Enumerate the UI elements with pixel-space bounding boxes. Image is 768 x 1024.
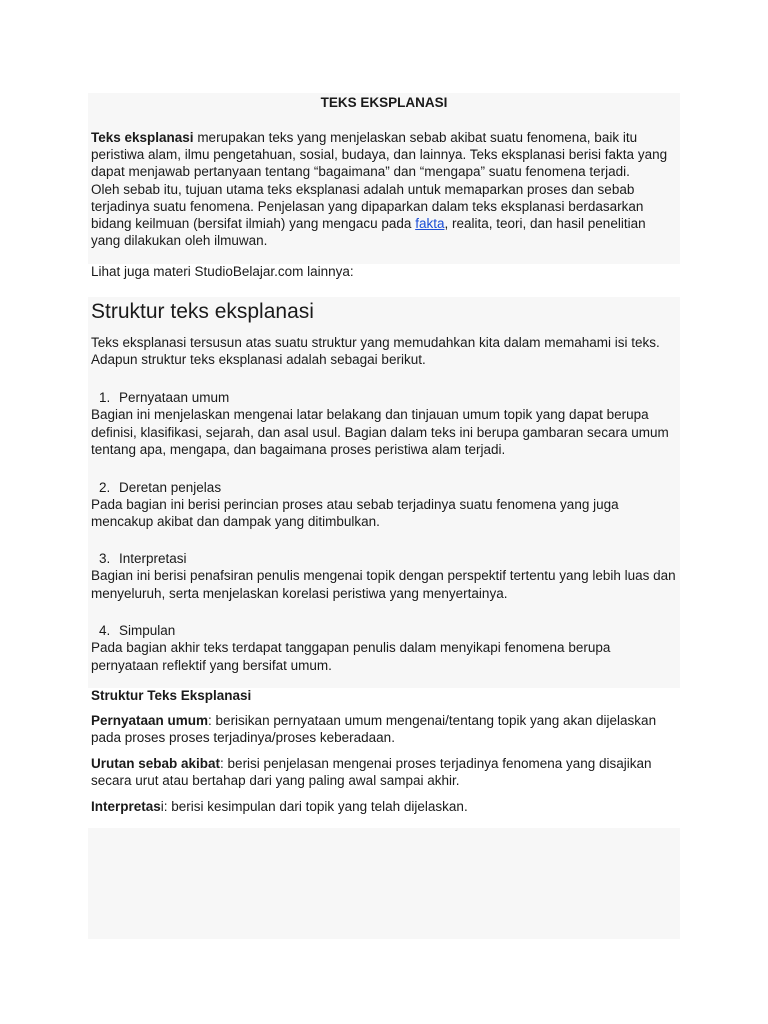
- fakta-link[interactable]: fakta: [415, 216, 445, 232]
- intro-paragraph-2-tail: , realita, teori, dan hasil penelitian yang dilakukan oleh ilmuwan.: [91, 216, 646, 249]
- document-title: TEKS EKSPLANASI: [320, 95, 448, 110]
- structure-item-title: Simpulan: [119, 623, 176, 639]
- structure-item-body: Bagian ini menjelaskan mengenai latar belakang dan tinjauan umum topik yang dapat berupa definisi, klasifikasi, sejarah, dan asal usul. Bagian dalam teks ini berupa gambaran secara umum tentang apa, mengapa, dan bagaimana proses peristiwa alam terjadi.: [91, 407, 669, 458]
- structure-item-heading: [91, 550, 677, 567]
- structure-item-simpulan: [91, 622, 677, 674]
- intro-block: [88, 93, 680, 264]
- structure-item-body: Bagian ini berisi penafsiran penulis mengenai topik dengan perspektif tertentu yang lebih luas dan menyeluruh, serta menjelaskan korelasi peristiwa yang menyertainya.: [91, 568, 676, 601]
- structure-item-title: Deretan penjelas: [119, 479, 222, 495]
- intro-term: Teks eksplanasi: [91, 130, 194, 145]
- struktur-intro: Teks eksplanasi tersusun atas suatu struktur yang memudahkan kita dalam memahami isi teks. Adapun struktur teks eksplanasi adalah sebagai berikut.: [91, 335, 660, 368]
- structure-item-pernyataan-umum: [91, 389, 677, 458]
- summary-term: Interpretas: [91, 798, 161, 814]
- intro-paragraph-2: [91, 181, 677, 250]
- summary-text: : berisikan pernyataan umum mengenai/tentang topik yang akan dijelaskan pada proses proses terjadinya/proses keberadaan.: [91, 713, 657, 746]
- summary-term: Urutan sebab akibat: [91, 755, 221, 771]
- list-number: 1.: [99, 390, 111, 406]
- structure-item-body: Pada bagian ini berisi perincian proses atau sebab terjadinya suatu fenomena yang juga mencakup akibat dan dampak yang ditimbulkan.: [91, 496, 619, 530]
- section-heading: Struktur teks eksplanasi: [91, 300, 314, 323]
- list-number: 3.: [99, 551, 111, 567]
- intro-paragraph-1-text: merupakan teks yang menjelaskan sebab akibat suatu fenomena, baik itu peristiwa alam, ilmu pengetahuan, sosial, budaya, dan lainnya. Teks eksplanasi berisi fakta yang dapat menjawab pertanyaan tentang “bagaimana” dan “mengapa” suatu fenomena terjadi.: [91, 130, 668, 180]
- intro-paragraph-2-text: Oleh sebab itu, tujuan utama teks eksplanasi adalah untuk memaparkan proses dan sebab terjadinya suatu fenomena. Penjelasan yang dipaparkan dalam teks eksplanasi berdasarkan bidang keilmuan (bersifat ilmiah) yang mengacu pada: [91, 181, 644, 232]
- summary-section: [91, 687, 683, 815]
- structure-item-title: Pernyataan umum: [119, 390, 230, 406]
- structure-item-heading: [91, 622, 677, 639]
- see-also-text: Lihat juga materi StudioBelajar.com lainnya:: [91, 264, 354, 279]
- structure-item-heading: [91, 389, 677, 406]
- structure-item-body: Pada bagian akhir teks terdapat tanggapan penulis dalam menyikapi fenomena berupa pernyataan reflektif yang bersifat umum.: [91, 640, 611, 673]
- summary-text: i: berisi kesimpulan dari topik yang telah dijelaskan.: [160, 798, 468, 814]
- list-number: 2.: [99, 479, 111, 495]
- structure-item-interpretasi: [91, 550, 677, 602]
- structure-item-deretan-penjelas: [91, 479, 677, 531]
- intro-paragraph-1: [91, 129, 677, 181]
- struktur-block: [88, 297, 680, 688]
- summary-term: Pernyataan umum: [91, 713, 209, 728]
- list-number: 4.: [99, 623, 111, 639]
- structure-item-heading: [91, 479, 677, 496]
- summary-heading: Struktur Teks Eksplanasi: [91, 688, 252, 703]
- structure-item-title: Interpretasi: [119, 551, 187, 567]
- summary-item-pernyataan-umum: [91, 712, 683, 747]
- summary-item-interpretasi: [91, 798, 683, 815]
- summary-text: : berisi penjelasan mengenai proses terjadinya fenomena yang disajikan secara urut atau bertahap dari yang paling awal sampai akhir.: [91, 755, 652, 789]
- empty-content-box: [88, 828, 680, 939]
- summary-item-urutan-sebab-akibat: [91, 755, 683, 790]
